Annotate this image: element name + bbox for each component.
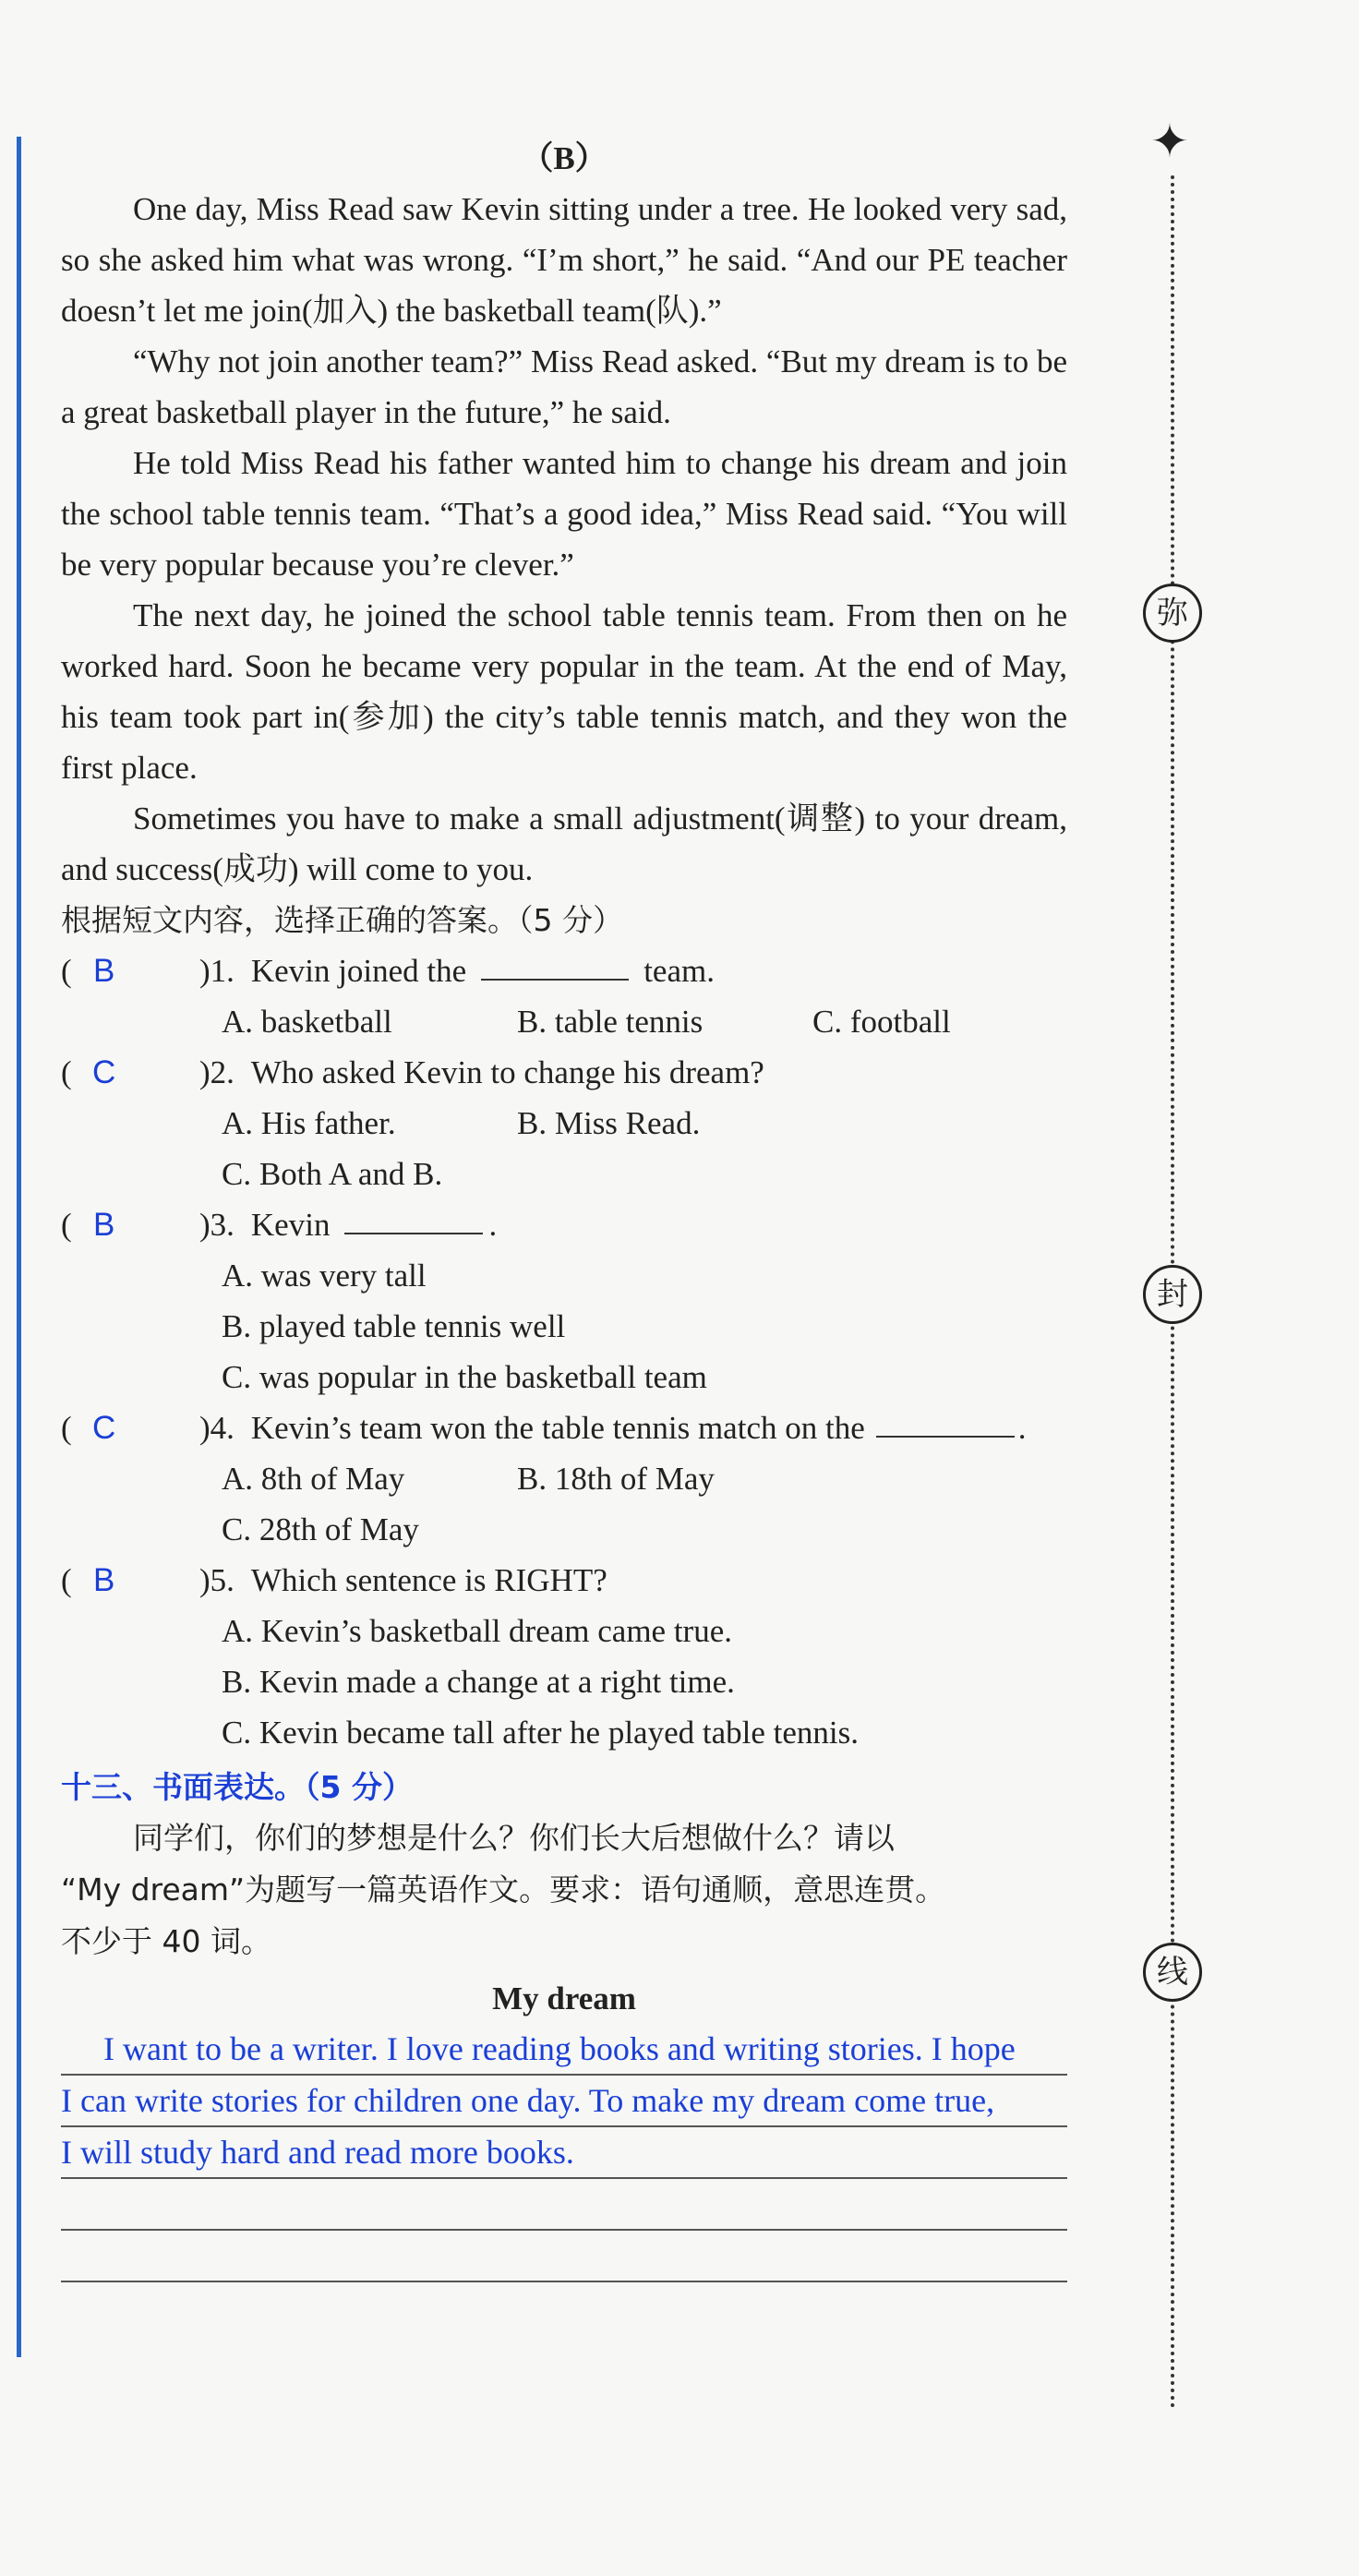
options-1: [61, 996, 1067, 1047]
writing-section-title: 十三、书面表达。（5 分）: [61, 1769, 413, 1805]
instruction: 根据短文内容，选择正确的答案。（5 分）: [61, 902, 623, 938]
option-b: B. Kevin made a change at a right time.: [222, 1664, 735, 1700]
options-2: [61, 1098, 1067, 1149]
answer-blank: [876, 1402, 1015, 1438]
question-stem: Kevin joined the: [250, 953, 467, 989]
options-5b: [61, 1656, 1067, 1707]
essay-line: I can write stories for children one day. To make my dream come true,: [61, 2076, 1067, 2127]
passage-paragraph-5: Sometimes you have to make a small adjustment(调整) to your dream, and success(成功) will come to you.: [61, 800, 1067, 887]
passage-paragraph-2: “Why not join another team?” Miss Read asked. “But my dream is to be a great basketball player in the future,” he said.: [61, 343, 1067, 430]
answer-mark: C: [92, 1410, 116, 1446]
essay-line: I want to be a writer. I love reading books and writing stories. I hope: [61, 2024, 1067, 2076]
option-c: C. was popular in the basketball team: [222, 1359, 707, 1395]
answer-mark: B: [92, 1562, 115, 1598]
options-4b: [61, 1504, 1067, 1555]
passage-paragraph-4: The next day, he joined the school table tennis team. From then on he worked hard. Soon he became very popular in the team. At the end of May, his team took part in(参加) the city’s table tennis match, and they won the first place.: [61, 597, 1067, 786]
options-3c: [61, 1352, 1067, 1402]
options-5a: [61, 1606, 1067, 1656]
section-label: （B）: [521, 140, 607, 176]
options-5c: [61, 1707, 1067, 1758]
answer-bracket: ( C: [61, 1047, 199, 1098]
question-number: )2.: [199, 1054, 235, 1090]
question-number: )5.: [199, 1562, 235, 1598]
options-4: [61, 1453, 1067, 1504]
question-number: )3.: [199, 1207, 235, 1243]
seal-xian: 线: [1143, 1943, 1202, 2002]
option-b: B. Miss Read.: [517, 1105, 701, 1141]
answer-bracket: ( B: [61, 1199, 199, 1250]
writing-prompt-line-1: 同学们，你们的梦想是什么？你们长大后想做什么？请以: [133, 1820, 895, 1856]
question-stem: Who asked Kevin to change his dream?: [250, 1054, 764, 1090]
option-a: A. was very tall: [222, 1258, 427, 1294]
essay-line: [61, 2231, 1067, 2282]
writing-prompt-line-2: “My dream”为题写一篇英语作文。要求：语句通顺，意思连贯。: [61, 1872, 946, 1908]
option-a: A. His father.: [222, 1105, 396, 1141]
options-3a: [61, 1250, 1067, 1301]
option-c: C. football: [812, 1004, 951, 1040]
option-a: A. 8th of May: [222, 1461, 405, 1497]
passage-paragraph-1: One day, Miss Read saw Kevin sitting under a tree. He looked very sad, so she asked him what was wrong. “I’m short,” he said. “And our PE teacher doesn’t let me join(加入) the basketball team(队).”: [61, 191, 1067, 329]
option-b: B. played table tennis well: [222, 1308, 566, 1344]
question-3: [61, 1199, 1067, 1250]
question-5: [61, 1555, 1067, 1606]
question-tail: team.: [643, 953, 715, 989]
option-c: C. 28th of May: [222, 1511, 419, 1547]
question-1: [61, 945, 1067, 996]
answer-blank: [481, 945, 629, 981]
answer-bracket: ( B: [61, 1555, 199, 1606]
answer-mark: B: [92, 953, 115, 989]
question-stem: Kevin: [250, 1207, 331, 1243]
question-tail: .: [1017, 1410, 1027, 1446]
options-3b: [61, 1301, 1067, 1352]
star-icon: ✦: [1150, 114, 1189, 168]
seal-mi: 弥: [1143, 584, 1202, 643]
question-tail: .: [488, 1207, 498, 1243]
answer-blank: [344, 1199, 483, 1234]
option-a: A. Kevin’s basketball dream came true.: [222, 1613, 732, 1649]
answer-bracket: ( B: [61, 945, 199, 996]
option-c: C. Kevin became tall after he played table tennis.: [222, 1715, 860, 1751]
question-number: )4.: [199, 1410, 235, 1446]
question-stem: Which sentence is RIGHT?: [250, 1562, 607, 1598]
question-stem: Kevin’s team won the table tennis match on the: [250, 1410, 865, 1446]
seal-feng: 封: [1143, 1265, 1202, 1324]
question-2: [61, 1047, 1067, 1098]
writing-prompt-line-3: 不少于 40 词。: [61, 1923, 271, 1959]
question-4: [61, 1402, 1067, 1453]
essay-line: [61, 2179, 1067, 2231]
options-2b: [61, 1149, 1067, 1199]
answer-bracket: ( C: [61, 1402, 199, 1453]
option-a: A. basketball: [222, 1004, 392, 1040]
passage-paragraph-3: He told Miss Read his father wanted him to change his dream and join the school table tennis team. “That’s a good idea,” Miss Read said. “You will be very popular because you’re clever.”: [61, 445, 1067, 583]
essay-line: I will study hard and read more books.: [61, 2127, 1067, 2179]
question-number: )1.: [199, 953, 235, 989]
left-margin-rule: [17, 137, 21, 2357]
option-b: B. 18th of May: [517, 1461, 715, 1497]
answer-mark: B: [92, 1207, 115, 1243]
essay-title: My dream: [492, 1980, 636, 2016]
option-b: B. table tennis: [517, 1004, 704, 1040]
answer-mark: C: [92, 1054, 116, 1090]
worksheet-content: [61, 133, 1067, 2282]
option-c: C. Both A and B.: [222, 1156, 443, 1192]
